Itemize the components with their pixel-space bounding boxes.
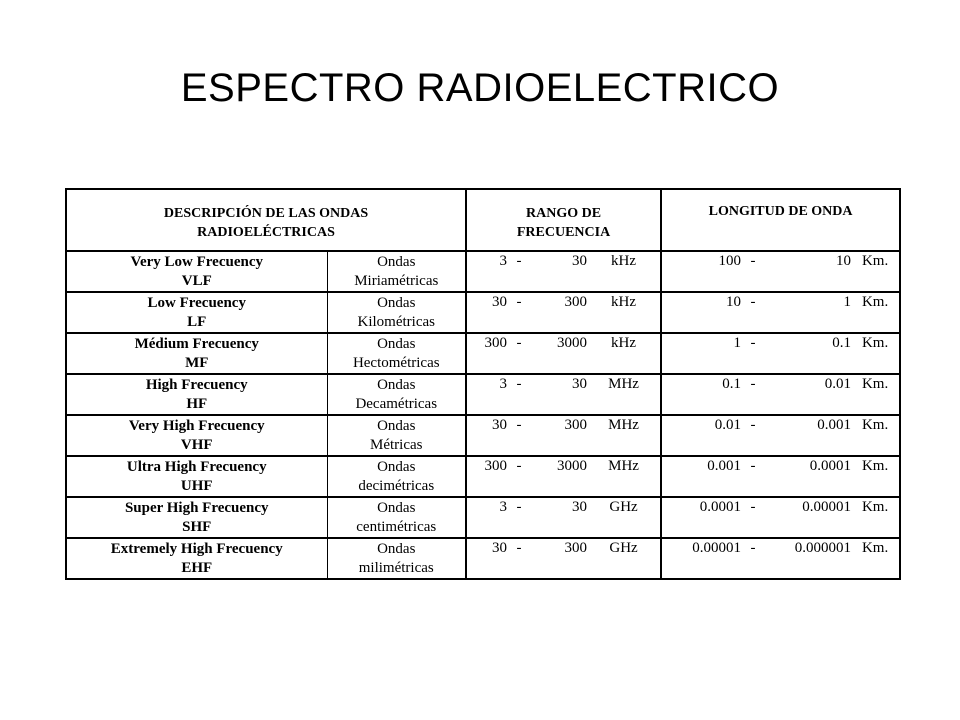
frequency-dash: -	[507, 415, 531, 456]
frequency-min: 3	[466, 374, 507, 415]
wave-type-cell	[327, 415, 466, 456]
wave-type-cell	[327, 456, 466, 497]
header-wavelength-label: LONGITUD DE ONDA	[708, 204, 853, 219]
wavelength-max: 0.00001	[765, 497, 851, 538]
wavelength-max: 0.000001	[765, 538, 851, 579]
frequency-dash: -	[507, 292, 531, 333]
frequency-min: 30	[466, 415, 507, 456]
header-description	[66, 189, 466, 251]
wavelength-unit: Km.	[851, 333, 900, 374]
table-row	[66, 251, 900, 292]
wavelength-max: 1	[765, 292, 851, 333]
frequency-max: 300	[531, 538, 587, 579]
wave-type-line1: Ondas	[377, 253, 416, 270]
wave-type-line2: Miriamétricas	[354, 272, 439, 289]
frequency-dash: -	[507, 538, 531, 579]
spectrum-table-container	[65, 188, 899, 580]
table-row	[66, 292, 900, 333]
frequency-unit: kHz	[587, 292, 661, 333]
band-name: High Frecuency	[145, 376, 248, 393]
band-abbreviation: HF	[186, 395, 208, 412]
wave-type-line2: Kilométricas	[357, 313, 435, 330]
band-name-cell	[66, 415, 327, 456]
wavelength-min: 0.00001	[661, 538, 741, 579]
band-abbreviation: EHF	[181, 559, 213, 576]
wave-type-line1: Ondas	[377, 335, 416, 352]
frequency-max: 30	[531, 374, 587, 415]
band-name: Ultra High Frecuency	[126, 458, 267, 475]
wave-type-line1: Ondas	[377, 294, 416, 311]
wave-type-line1: Ondas	[377, 540, 416, 557]
table-header-row	[66, 189, 900, 251]
frequency-min: 300	[466, 456, 507, 497]
wave-type-line2: Hectométricas	[352, 354, 440, 371]
band-name-cell	[66, 333, 327, 374]
wavelength-min: 1	[661, 333, 741, 374]
frequency-min: 30	[466, 538, 507, 579]
band-name-cell	[66, 374, 327, 415]
band-name: Extremely High Frecuency	[110, 540, 283, 557]
wavelength-max: 0.01	[765, 374, 851, 415]
wave-type-line2: decimétricas	[358, 477, 435, 494]
wavelength-unit: Km.	[851, 415, 900, 456]
wavelength-dash: -	[741, 456, 765, 497]
wave-type-line2: Métricas	[370, 436, 423, 453]
wavelength-min: 10	[661, 292, 741, 333]
wavelength-dash: -	[741, 292, 765, 333]
header-wavelength	[661, 189, 900, 251]
frequency-unit: GHz	[587, 538, 661, 579]
band-name: Super High Frecuency	[124, 499, 269, 516]
wavelength-max: 0.1	[765, 333, 851, 374]
band-abbreviation: UHF	[180, 477, 213, 494]
frequency-dash: -	[507, 251, 531, 292]
frequency-unit: MHz	[587, 415, 661, 456]
band-name-cell	[66, 497, 327, 538]
wave-type-cell	[327, 374, 466, 415]
frequency-unit: GHz	[587, 497, 661, 538]
table-row	[66, 374, 900, 415]
wavelength-dash: -	[741, 251, 765, 292]
frequency-min: 3	[466, 251, 507, 292]
wavelength-dash: -	[741, 497, 765, 538]
frequency-dash: -	[507, 497, 531, 538]
wave-type-line2: centimétricas	[356, 518, 437, 535]
table-row	[66, 497, 900, 538]
spectrum-table	[65, 188, 901, 580]
frequency-unit: kHz	[587, 333, 661, 374]
wavelength-max: 0.0001	[765, 456, 851, 497]
band-abbreviation: SHF	[182, 518, 212, 535]
wavelength-unit: Km.	[851, 538, 900, 579]
wavelength-unit: Km.	[851, 497, 900, 538]
frequency-dash: -	[507, 333, 531, 374]
slide-title: ESPECTRO RADIOELECTRICO	[180, 66, 780, 110]
frequency-unit: kHz	[587, 251, 661, 292]
header-range-line2: FRECUENCIA	[516, 225, 611, 240]
wavelength-dash: -	[741, 538, 765, 579]
wave-type-cell	[327, 251, 466, 292]
wavelength-max: 0.001	[765, 415, 851, 456]
header-description-line1: DESCRIPCIÓN DE LAS ONDAS	[163, 206, 369, 221]
wave-type-cell	[327, 292, 466, 333]
band-name: Médium Frecuency	[134, 335, 259, 352]
wave-type-line1: Ondas	[377, 499, 416, 516]
band-name: Very High Frecuency	[128, 417, 265, 434]
wavelength-min: 0.1	[661, 374, 741, 415]
wavelength-max: 10	[765, 251, 851, 292]
frequency-max: 30	[531, 497, 587, 538]
band-abbreviation: MF	[185, 354, 209, 371]
band-name-cell	[66, 251, 327, 292]
table-row	[66, 415, 900, 456]
wavelength-unit: Km.	[851, 251, 900, 292]
header-frequency-range	[466, 189, 661, 251]
band-abbreviation: VHF	[180, 436, 213, 453]
wave-type-line1: Ondas	[377, 458, 416, 475]
wavelength-min: 0.0001	[661, 497, 741, 538]
wave-type-cell	[327, 538, 466, 579]
frequency-min: 3	[466, 497, 507, 538]
wavelength-dash: -	[741, 333, 765, 374]
frequency-max: 300	[531, 415, 587, 456]
table-body	[66, 251, 900, 579]
wave-type-line2: Decamétricas	[355, 395, 438, 412]
frequency-min: 30	[466, 292, 507, 333]
wavelength-unit: Km.	[851, 374, 900, 415]
frequency-max: 3000	[531, 456, 587, 497]
band-name: Low Frecuency	[147, 294, 246, 311]
frequency-max: 3000	[531, 333, 587, 374]
table-row	[66, 538, 900, 579]
header-range-line1: RANGO DE	[526, 206, 602, 221]
table-row	[66, 456, 900, 497]
band-abbreviation: LF	[187, 313, 207, 330]
frequency-dash: -	[507, 456, 531, 497]
wavelength-dash: -	[741, 415, 765, 456]
frequency-unit: MHz	[587, 456, 661, 497]
wave-type-line1: Ondas	[377, 376, 416, 393]
band-name-cell	[66, 292, 327, 333]
wave-type-line1: Ondas	[377, 417, 416, 434]
header-description-line2: RADIOELÉCTRICAS	[197, 225, 335, 240]
wavelength-unit: Km.	[851, 292, 900, 333]
band-name-cell	[66, 456, 327, 497]
frequency-max: 30	[531, 251, 587, 292]
wavelength-unit: Km.	[851, 456, 900, 497]
band-name-cell	[66, 538, 327, 579]
table-row	[66, 333, 900, 374]
band-name: Very Low Frecuency	[130, 253, 263, 270]
wavelength-min: 100	[661, 251, 741, 292]
wave-type-line2: milimétricas	[358, 559, 434, 576]
wavelength-min: 0.001	[661, 456, 741, 497]
frequency-max: 300	[531, 292, 587, 333]
frequency-dash: -	[507, 374, 531, 415]
wavelength-min: 0.01	[661, 415, 741, 456]
frequency-min: 300	[466, 333, 507, 374]
frequency-unit: MHz	[587, 374, 661, 415]
wave-type-cell	[327, 497, 466, 538]
wave-type-cell	[327, 333, 466, 374]
band-abbreviation: VLF	[181, 272, 212, 289]
wavelength-dash: -	[741, 374, 765, 415]
